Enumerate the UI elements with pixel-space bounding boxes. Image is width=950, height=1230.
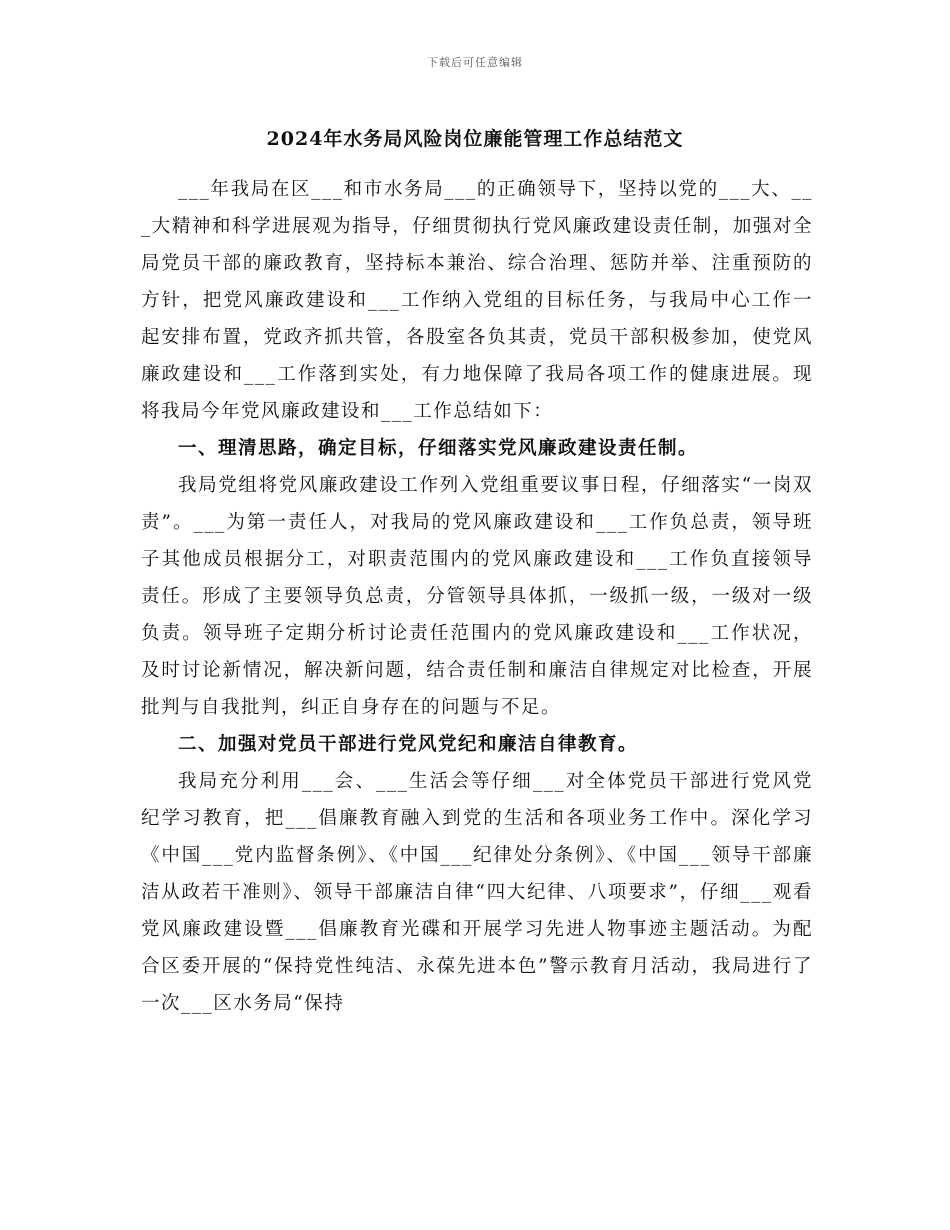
paragraph-education: 我局充分利用___会、___生活会等仔细___对全体党员干部进行党风党纪学习教育，把___倡廉教育融入到党的生活和各项业务工作中。深化学习《中国___党内监督条例》、《中国___纪律处分条例》、《中国___领导干部廉洁从政若干准则》、领导干部廉洁自律“四大纪律、八项要求”，仔细___观看党风廉政建设暨___倡廉教育光碟和开展学习先进人物事迹主题活动。为配合区委开展的“保持党性纯洁、永葆先进本色”警示教育月活动，我局进行了一次___区水务局“保持: [141, 771, 813, 1014]
document-title: 2024年水务局风险岗位廉能管理工作总结范文: [266, 128, 684, 150]
paragraph-responsibility: 我局党组将党风廉政建设工作列入党组重要议事日程，仔细落实“一岗双责”。___为第一责任人，对我局的党风廉政建设和___工作负总责，领导班子其他成员根据分工，对职责范围内的党风廉政建设和___工作负直接领导责任。形成了主要领导负总责，分管领导具体抓，一级抓一级，一级对一级负责。领导班子定期分析讨论责任范围内的党风廉政建设和___工作状况，及时讨论新情况，解决新问题，结合责任制和廉洁自律规定对比检查，开展批判与自我批判，纠正自身存在的问题与不足。: [141, 475, 813, 718]
document-body: [141, 171, 813, 1022]
page-header-note: 下载后可任意编辑: [427, 56, 523, 69]
paragraph-intro: ___年我局在区___和市水务局___的正确领导下，坚持以党的___大、___大精神和科学进展观为指导，仔细贯彻执行党风廉政建设责任制，加强对全局党员干部的廉政教育，坚持标本兼治、综合治理、惩防并举、注重预防的方针，把党风廉政建设和___工作纳入党组的目标任务，与我局中心工作一起安排布置，党政齐抓共管，各股室各负其责，党员干部积极参加，使党风廉政建设和___工作落到实处，有力地保障了我局各项工作的健康进展。现将我局今年党风廉政建设和___工作总结如下：: [141, 179, 813, 422]
section-heading-2: 二、加强对党员干部进行党风党纪和廉洁自律教育。: [178, 734, 639, 755]
section-heading-1: 一、理清思路，确定目标，仔细落实党风廉政建设责任制。: [178, 438, 699, 459]
